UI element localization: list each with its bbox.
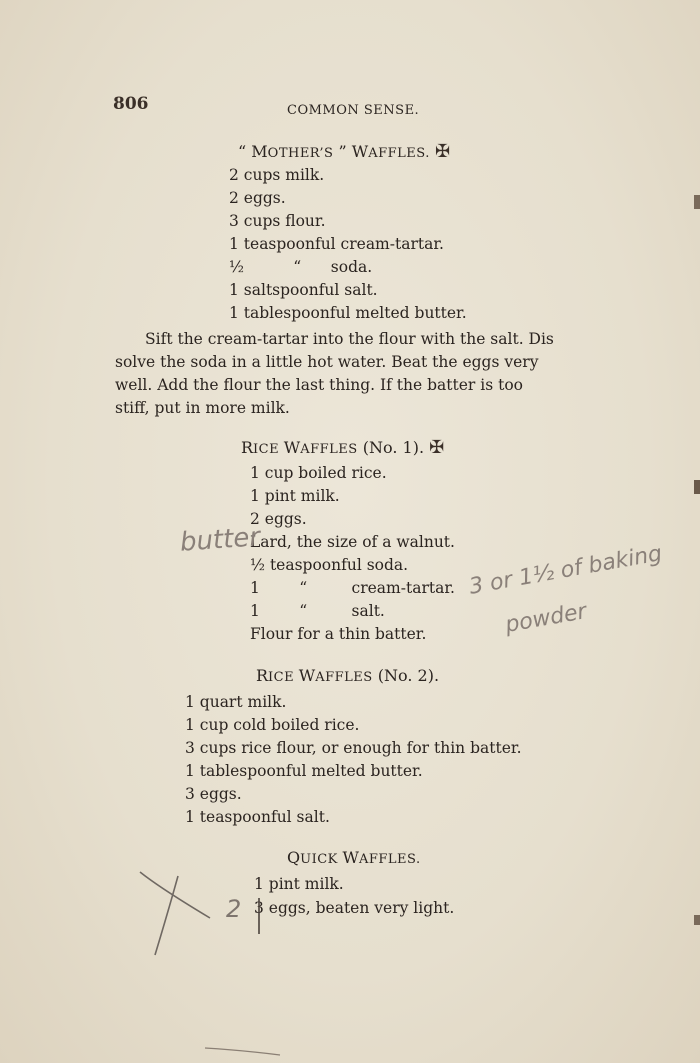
ingredient: 3 cups flour. [229,212,326,230]
title-part: UICK [300,852,343,867]
title-part: AFFLES [315,670,373,685]
handwriting-note-line2: powder [503,599,589,638]
ingredient: Lard, the size of a walnut. [250,533,455,551]
title-part: ICE [268,670,299,685]
ingredient: 3 cups rice flour, or enough for thin batter. [185,739,522,757]
title-part: AFFLES. [368,146,430,161]
title-part: (No. 1). [357,438,425,457]
ingredient: 1 teaspoonful salt. [185,808,330,826]
title-part: W [283,438,301,457]
title-part: W [342,848,359,867]
ingredient: 1 “ salt. [250,602,385,620]
cross-icon: ✠ [429,437,445,458]
ingredient: 2 cups milk. [229,166,325,184]
title-part: W [298,666,316,685]
title-part: AFFLES. [358,852,421,867]
edge-mark [694,915,700,925]
title-part: R [241,438,254,457]
ingredient: 1 tablespoonful melted butter. [185,762,423,780]
edge-mark [694,195,700,209]
ingredient: Flour for a thin batter. [250,625,427,643]
ingredient: 1 saltspoonful salt. [229,281,378,299]
ingredient: 2 eggs. [229,189,286,207]
ingredient: 1 “ cream-tartar. [250,579,455,597]
ingredient: 1 quart milk. [185,693,287,711]
running-head: COMMON SENSE. [287,103,420,118]
pencil-x-stroke [140,872,210,918]
ingredient: 1 tablespoonful melted butter. [229,304,467,322]
pencil-smudge [205,1048,280,1055]
title-part: ” W [333,142,369,161]
title-part: ICE [253,442,284,457]
page-number: 806 [113,94,149,114]
title-part: Q [287,848,301,867]
ingredient: 3 eggs. [185,785,242,803]
paragraph-line: solve the soda in a little hot water. Beat the eggs very [115,353,539,371]
handwriting-note-line1: 3 or 1½ of baking [467,541,664,600]
pencil-x-stroke [155,876,178,955]
ingredient: 1 pint milk. [250,487,340,505]
title-part: OTHER’S [267,146,334,161]
ingredient: 1 teaspoonful cream-tartar. [229,235,444,253]
ingredient: 1 cup boiled rice. [250,464,387,482]
handwriting-butter: butter [179,522,262,558]
ingredient: ½ teaspoonful soda. [250,556,409,574]
paragraph-line: stiff, put in more milk. [115,399,290,417]
edge-mark [694,480,700,494]
paragraph-line: Sift the cream-tartar into the flour with the salt. Dis [145,330,554,348]
ingredient: 2 eggs. [250,510,307,528]
title-part: (No. 2). [372,666,440,685]
title-part: R [256,666,269,685]
paragraph-line: well. Add the flour the last thing. If the batter is too [115,376,523,394]
ingredient: 1 cup cold boiled rice. [185,716,360,734]
title-part: AFFLES [300,442,358,457]
ingredient: 1 pint milk. [254,875,344,893]
ingredient: ½ “ soda. [229,258,373,276]
title-part: “ M [238,142,268,161]
handwriting-two: 2 [226,895,242,923]
ingredient: 3 eggs, beaten very light. [254,899,455,917]
cross-icon: ✠ [434,141,451,162]
